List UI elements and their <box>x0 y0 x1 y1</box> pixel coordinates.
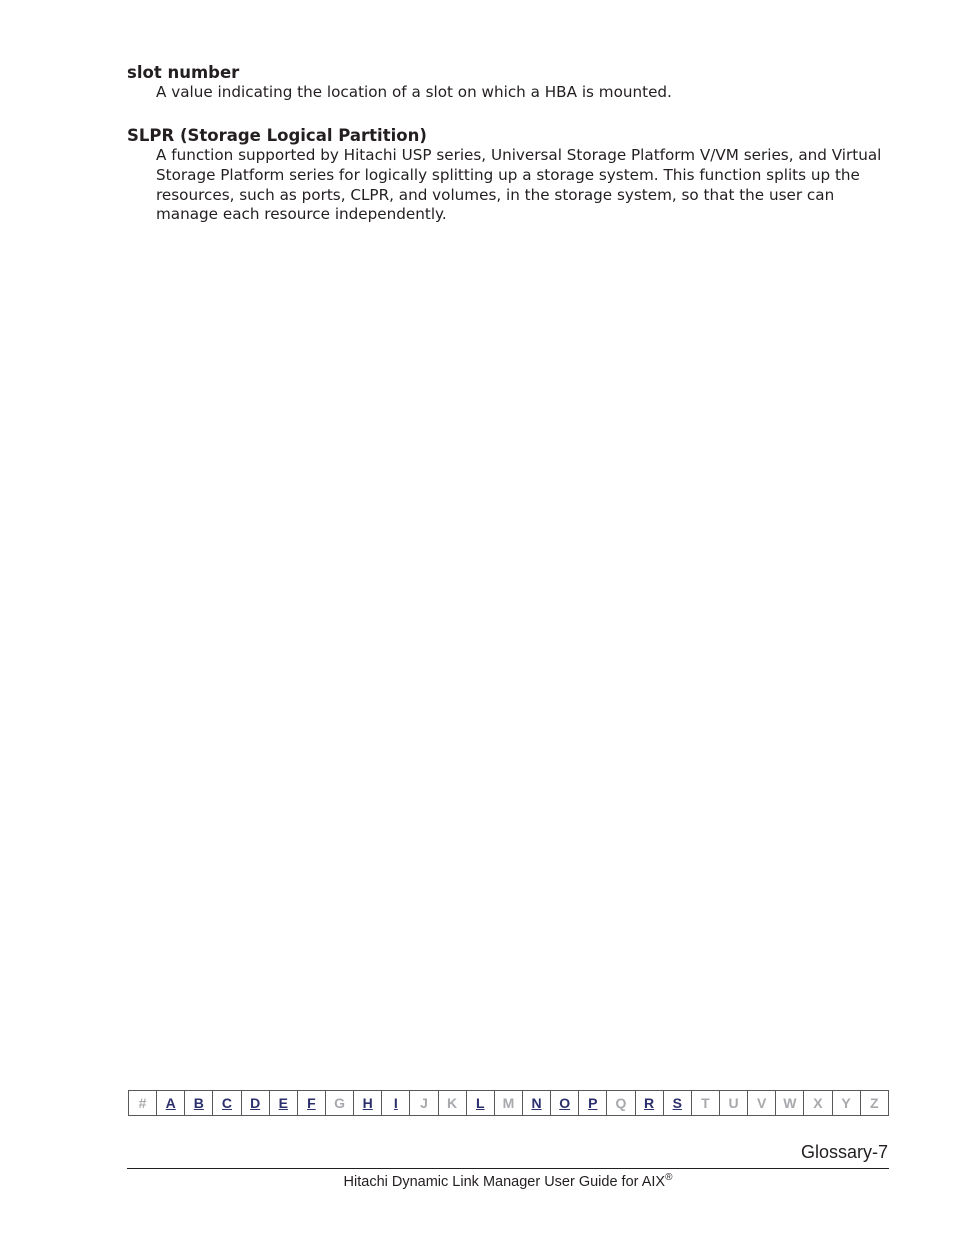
index-letter-u: U <box>720 1091 748 1115</box>
index-letter-o[interactable]: O <box>551 1091 579 1115</box>
index-letter-y: Y <box>833 1091 861 1115</box>
registered-trademark-mark: ® <box>665 1172 673 1183</box>
index-letter-a[interactable]: A <box>157 1091 185 1115</box>
index-letter-e[interactable]: E <box>270 1091 298 1115</box>
index-letter-v: V <box>748 1091 776 1115</box>
glossary-entry-slot-number <box>127 63 897 103</box>
index-letter-k: K <box>439 1091 467 1115</box>
footer-title-text: Hitachi Dynamic Link Manager User Guide for AIX <box>343 1173 666 1190</box>
index-letter-s[interactable]: S <box>664 1091 692 1115</box>
index-letter-q: Q <box>607 1091 635 1115</box>
footer-title <box>127 1172 889 1190</box>
index-letter-l[interactable]: L <box>467 1091 495 1115</box>
index-letter-b[interactable]: B <box>185 1091 213 1115</box>
index-letter-f[interactable]: F <box>298 1091 326 1115</box>
page-number: Glossary-7 <box>800 1142 888 1162</box>
glossary-definition: A function supported by Hitachi USP series, Universal Storage Platform V/VM series, and Virtual Storage Platform series for logically splitting up a storage system. This function splits up the resources, such as ports, CLPR, and volumes, in the storage system, so that the user can manage each resource independently. <box>156 146 882 224</box>
index-letter-hash: # <box>129 1091 157 1115</box>
index-letter-p[interactable]: P <box>579 1091 607 1115</box>
index-letter-z: Z <box>869 1095 879 1111</box>
index-letter-t: T <box>692 1091 720 1115</box>
index-letter-n[interactable]: N <box>523 1091 551 1115</box>
index-letter-w: W <box>776 1091 804 1115</box>
index-letter-j: J <box>410 1091 438 1115</box>
index-letter-i[interactable]: I <box>382 1091 410 1115</box>
index-letter-x: X <box>804 1091 832 1115</box>
alphabet-index-nav <box>128 1090 889 1116</box>
glossary-entry-slpr <box>127 126 897 225</box>
index-letter-g: G <box>326 1091 354 1115</box>
index-letter-m: M <box>495 1091 523 1115</box>
index-letter-d[interactable]: D <box>242 1091 270 1115</box>
glossary-term: SLPR (Storage Logical Partition) <box>127 126 427 145</box>
footer-divider <box>127 1168 889 1169</box>
index-letter-h[interactable]: H <box>354 1091 382 1115</box>
glossary-definition: A value indicating the location of a slot on which a HBA is mounted. <box>156 83 672 101</box>
index-letter-r[interactable]: R <box>636 1091 664 1115</box>
index-letter-c[interactable]: C <box>213 1091 241 1115</box>
glossary-term: slot number <box>127 63 240 82</box>
